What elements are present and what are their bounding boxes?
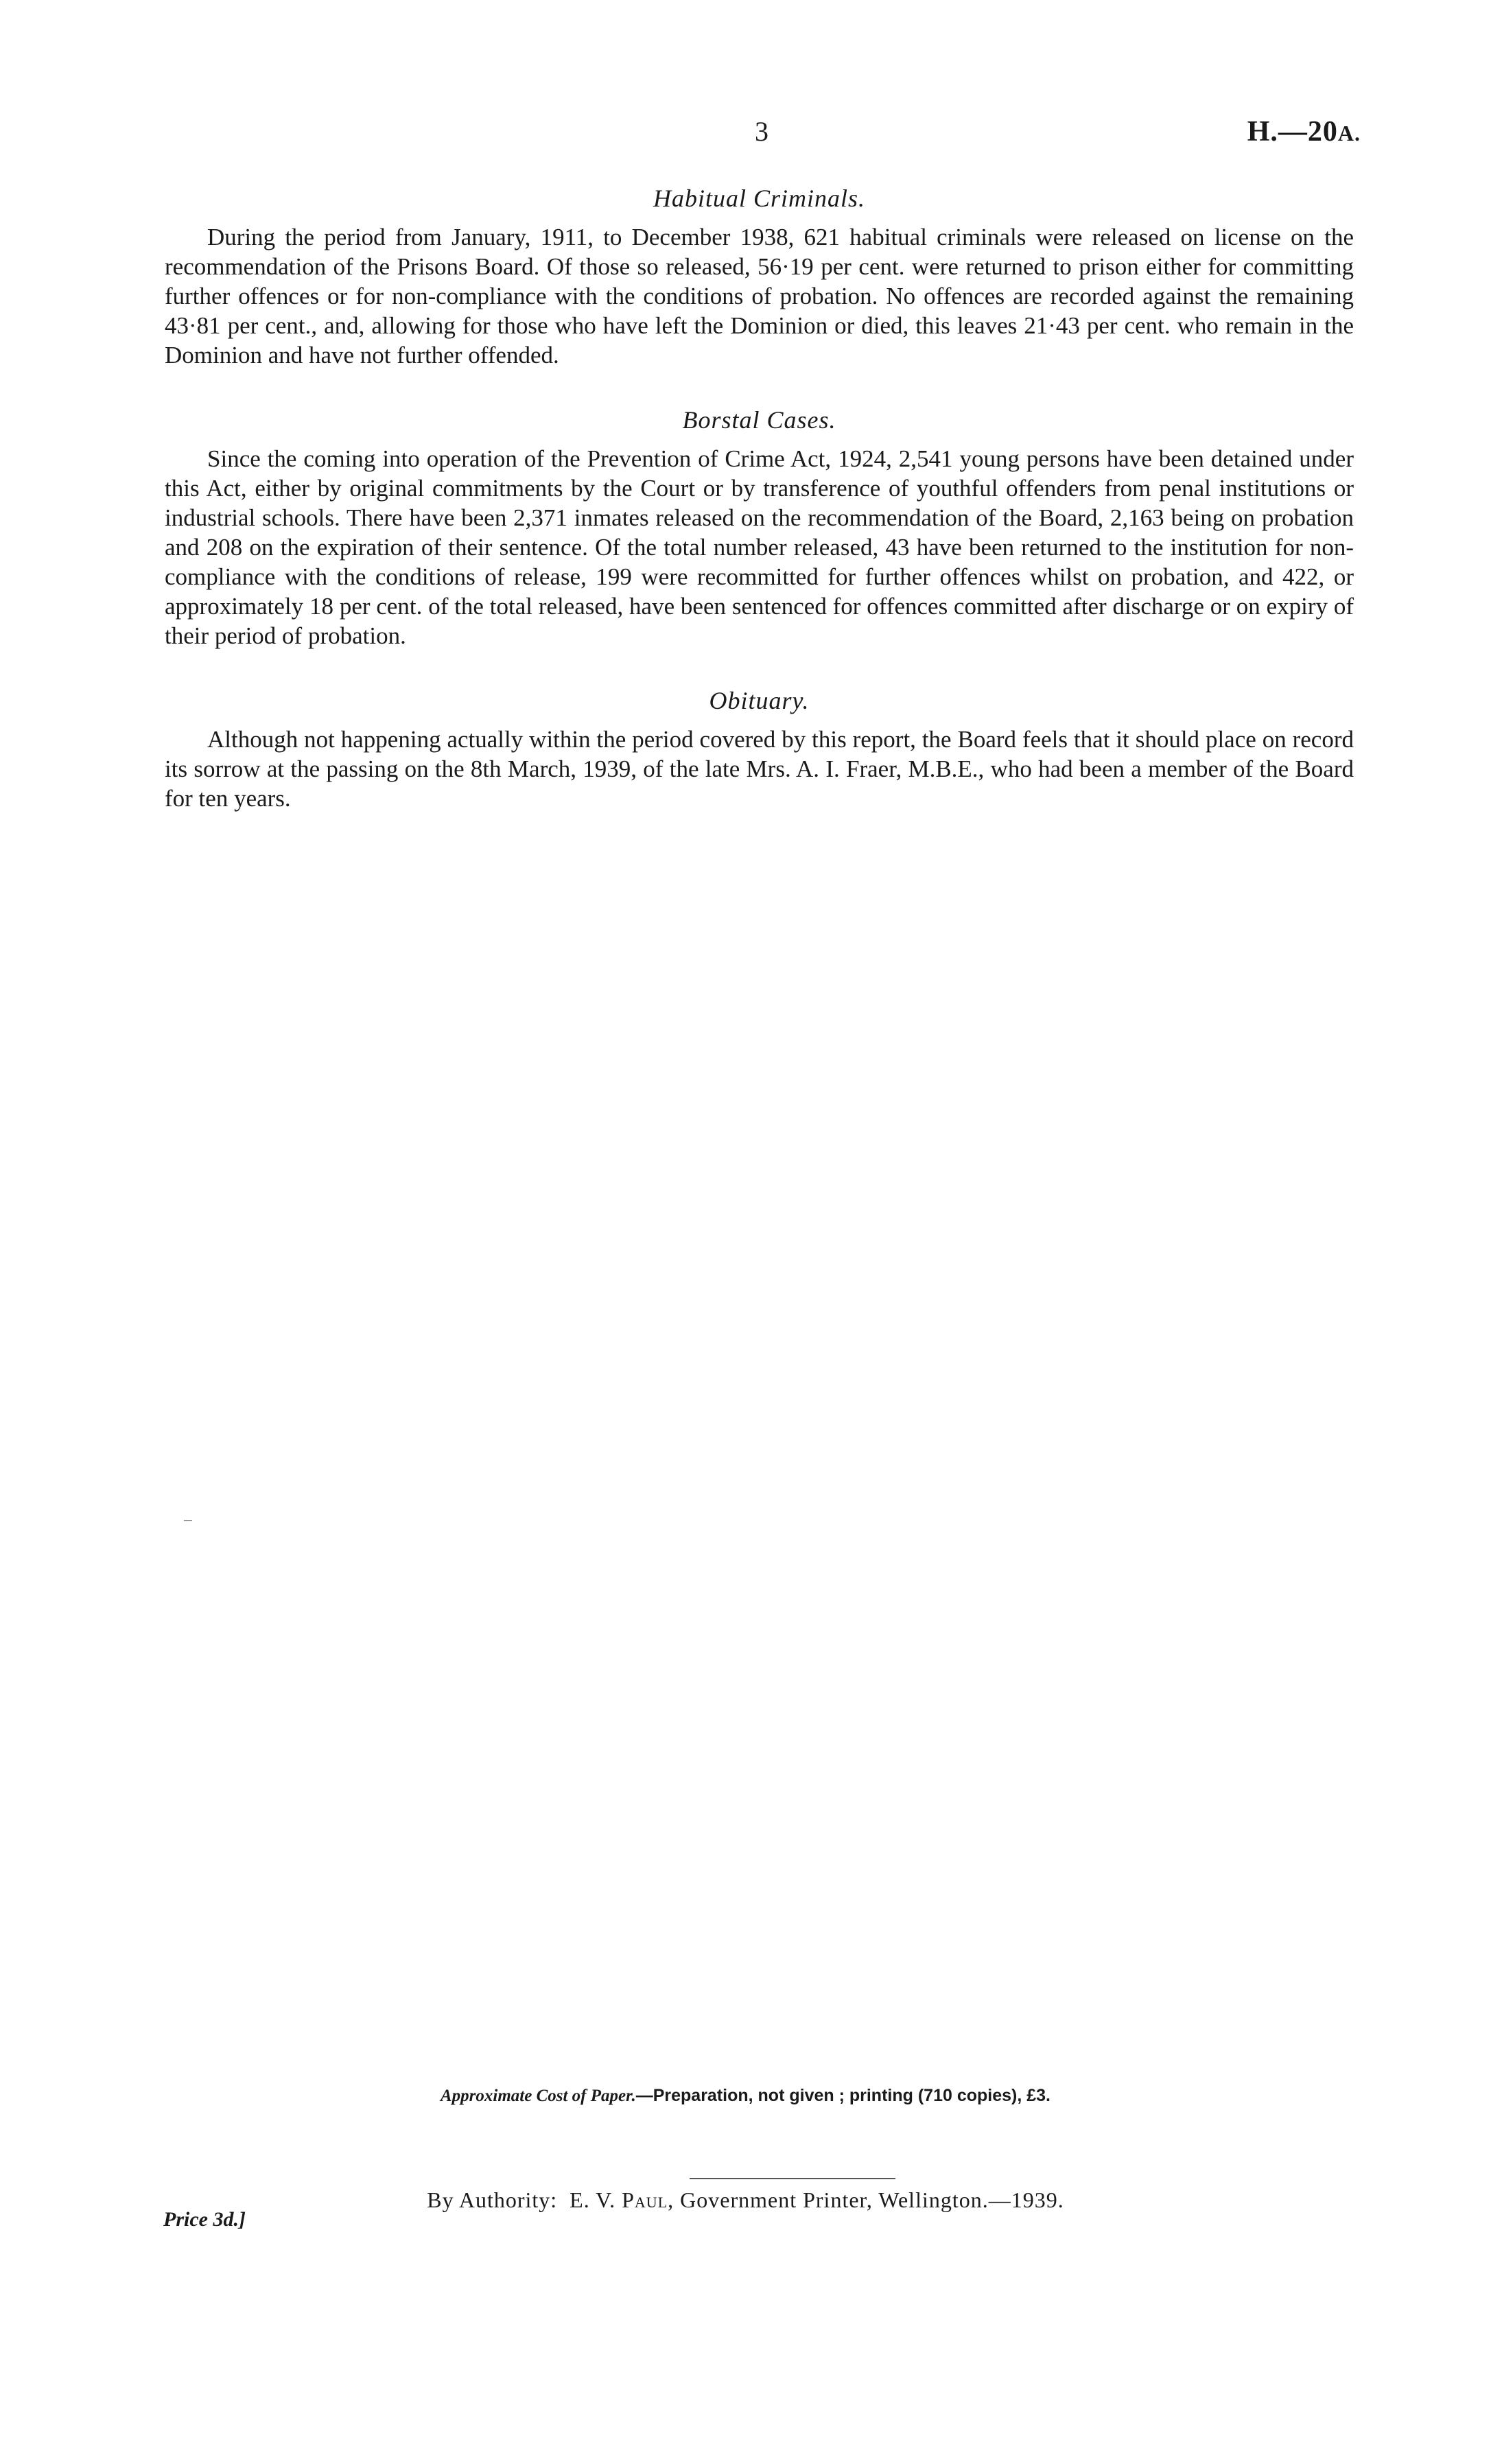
document-code [1247, 115, 1361, 148]
stray-mark [184, 1520, 192, 1521]
cost-note [0, 2086, 1491, 2106]
divider-rule [690, 2178, 895, 2179]
section-paragraph: Although not happening actually within the period covered by this report, the Board feels that it should place on record its sorrow at the passing on the 8th March, 1939, of the late Mrs. A. I. Fraer, M.B.E., who had been a member of the Board for ten years. [165, 726, 1354, 812]
section-paragraph: During the period from January, 1911, to December 1938, 621 habitual criminals were released on license on the recommendation of the Prisons Board. Of those so released, 56·19 per cent. were returned to prison either for committing further offences or for non-compliance with the conditions of probation. No offences are recorded against the remaining 43·81 per cent., and, allowing for those who have left the Dominion or died, this leaves 21·43 per cent. who remain in the Dominion and have not further offended. [165, 224, 1354, 368]
section-paragraph: Since the coming into operation of the Prevention of Crime Act, 1924, 2,541 young persons have been detained under this Act, either by original commitments by the Court or by transference of youthful offenders from penal institutions or industrial schools. There have been 2,371 inmates released on the recommendation of the Board, 2,163 being on probation and 208 on the expiration of their sentence. Of the total number released, 43 have been returned to the institution for non-compliance with the conditions of release, 199 were recommitted for further offences whilst on probation, and 422, or approximately 18 per cent. of the total released, have been sentenced for offences committed after discharge or on expiry of their period of probation. [165, 445, 1354, 649]
printer-name: E. V. Paul, [570, 2187, 674, 2212]
cost-label: Approximate Cost of Paper. [440, 2087, 636, 2105]
section-heading: Obituary. [709, 687, 810, 714]
section-habitual-criminals [165, 184, 1354, 370]
cost-text: —Preparation, not given ; printing (710 copies), £3. [635, 2086, 1050, 2105]
section-borstal-cases [165, 406, 1354, 650]
section-heading: Borstal Cases. [682, 406, 836, 434]
price: Price 3d.] [163, 2208, 246, 2231]
document-code-main: H.—20 [1247, 116, 1338, 148]
document-code-suffix: A. [1337, 121, 1361, 145]
authority-prefix: By Authority: [427, 2187, 558, 2212]
authority-suffix: Government Printer, Wellington.—1939. [680, 2187, 1064, 2212]
report-body [165, 184, 1354, 813]
section-obituary [165, 686, 1354, 813]
page-number: 3 [755, 116, 768, 147]
section-heading: Habitual Criminals. [653, 185, 866, 212]
